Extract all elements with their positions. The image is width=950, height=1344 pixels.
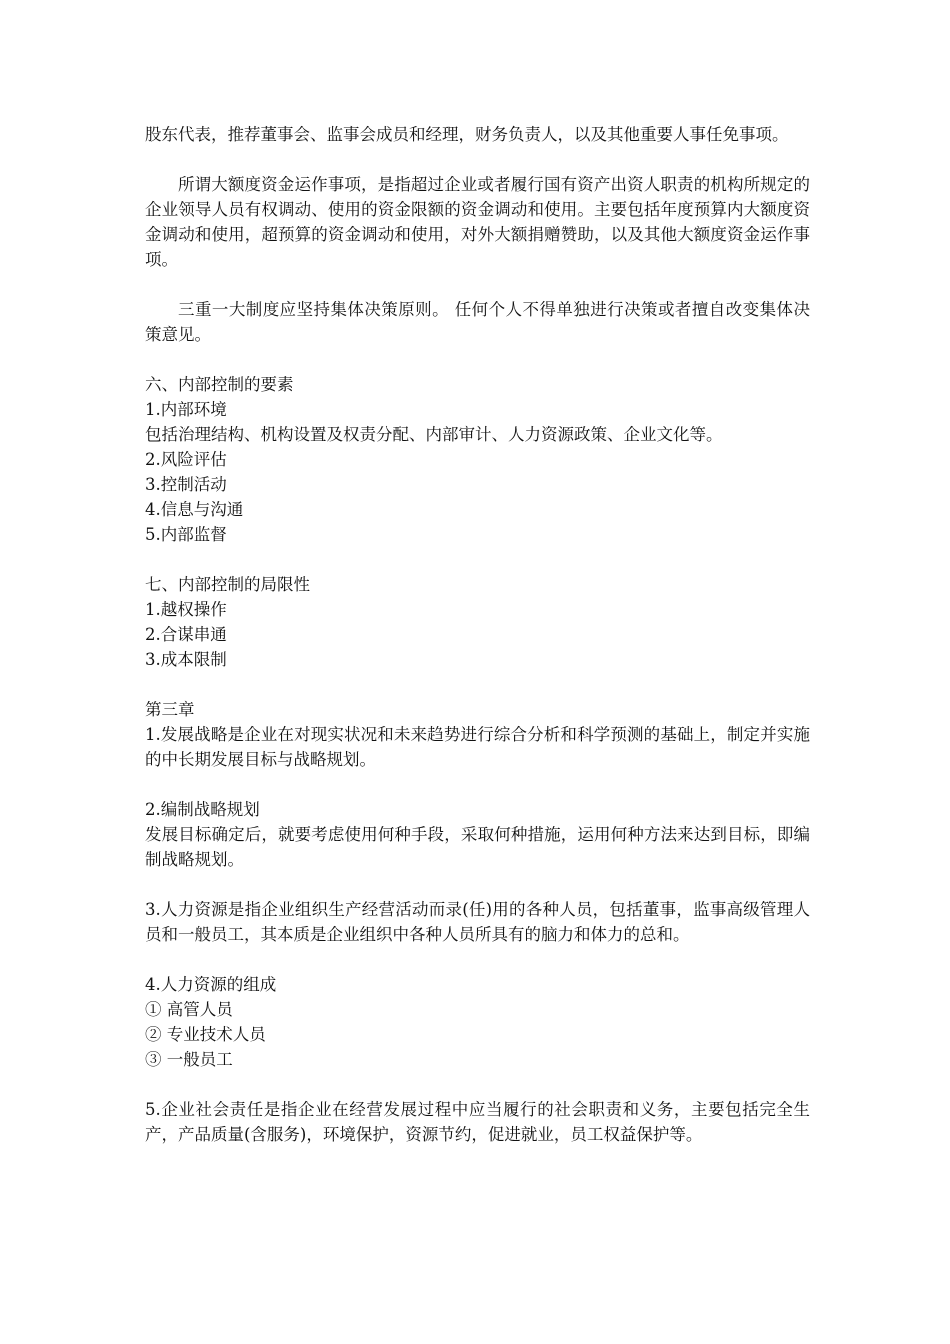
- section-heading-elements: 六、内部控制的要素: [145, 375, 294, 394]
- paragraph-strategy-planning: 发展目标确定后，就要考虑使用何种手段，采取何种措施，运用何种方法来达到目标，即编制战略规划。: [145, 825, 810, 869]
- paragraph-collective-decision: 三重一大制度应坚持集体决策原则。 任何个人不得单独进行决策或者擅自改变集体决策意见。: [145, 300, 810, 344]
- paragraph-strategy: 1.发展战略是企业在对现实状况和未来趋势进行综合分析和科学预测的基础上，制定并实施的中长期发展目标与战略规划。: [145, 725, 810, 769]
- list-item: ① 高管人员: [145, 1000, 233, 1019]
- list-item: 1.越权操作: [145, 600, 227, 619]
- spacer: [145, 547, 810, 572]
- list-item: 3.成本限制: [145, 650, 227, 669]
- spacer: [145, 872, 810, 897]
- spacer: [145, 1072, 810, 1097]
- section-heading-limitations: 七、内部控制的局限性: [145, 575, 310, 594]
- spacer: [145, 147, 810, 172]
- point-title: 2.编制战略规划: [145, 800, 260, 819]
- spacer: [145, 272, 810, 297]
- list-item: ② 专业技术人员: [145, 1025, 266, 1044]
- list-item: 1.内部环境: [145, 400, 227, 419]
- spacer: [145, 347, 810, 372]
- spacer: [145, 772, 810, 797]
- list-item: ③ 一般员工: [145, 1050, 233, 1069]
- paragraph-funding: 所谓大额度资金运作事项，是指超过企业或者履行国有资产出资人职责的机构所规定的企业领导人员有权调动、使用的资金限额的资金调动和使用。主要包括年度预算内大额度资金调动和使用，超预算的资金调动和使用，对外大额捐赠赞助，以及其他大额度资金运作事项。: [145, 175, 810, 269]
- paragraph-personnel: 股东代表，推荐董事会、监事会成员和经理，财务负责人，以及其他重要人事任免事项。: [145, 125, 789, 144]
- paragraph-human-resources: 3.人力资源是指企业组织生产经营活动而录(任)用的各种人员，包括董事，监事高级管理人员和一般员工，其本质是企业组织中各种人员所具有的脑力和体力的总和。: [145, 900, 810, 944]
- list-item: 3.控制活动: [145, 475, 227, 494]
- paragraph-social-responsibility: 5.企业社会责任是指企业在经营发展过程中应当履行的社会职责和义务，主要包括完全生产，产品质量(含服务)，环境保护，资源节约，促进就业，员工权益保护等。: [145, 1100, 810, 1144]
- document-page: [145, 122, 810, 1147]
- spacer: [145, 672, 810, 697]
- list-item: 5.内部监督: [145, 525, 227, 544]
- spacer: [145, 947, 810, 972]
- list-item: 2.风险评估: [145, 450, 227, 469]
- list-item-description: 包括治理结构、机构设置及权责分配、内部审计、人力资源政策、企业文化等。: [145, 425, 723, 444]
- list-item: 4.信息与沟通: [145, 500, 244, 519]
- list-item: 2.合谋串通: [145, 625, 227, 644]
- chapter-heading: 第三章: [145, 700, 195, 719]
- point-title: 4.人力资源的组成: [145, 975, 277, 994]
